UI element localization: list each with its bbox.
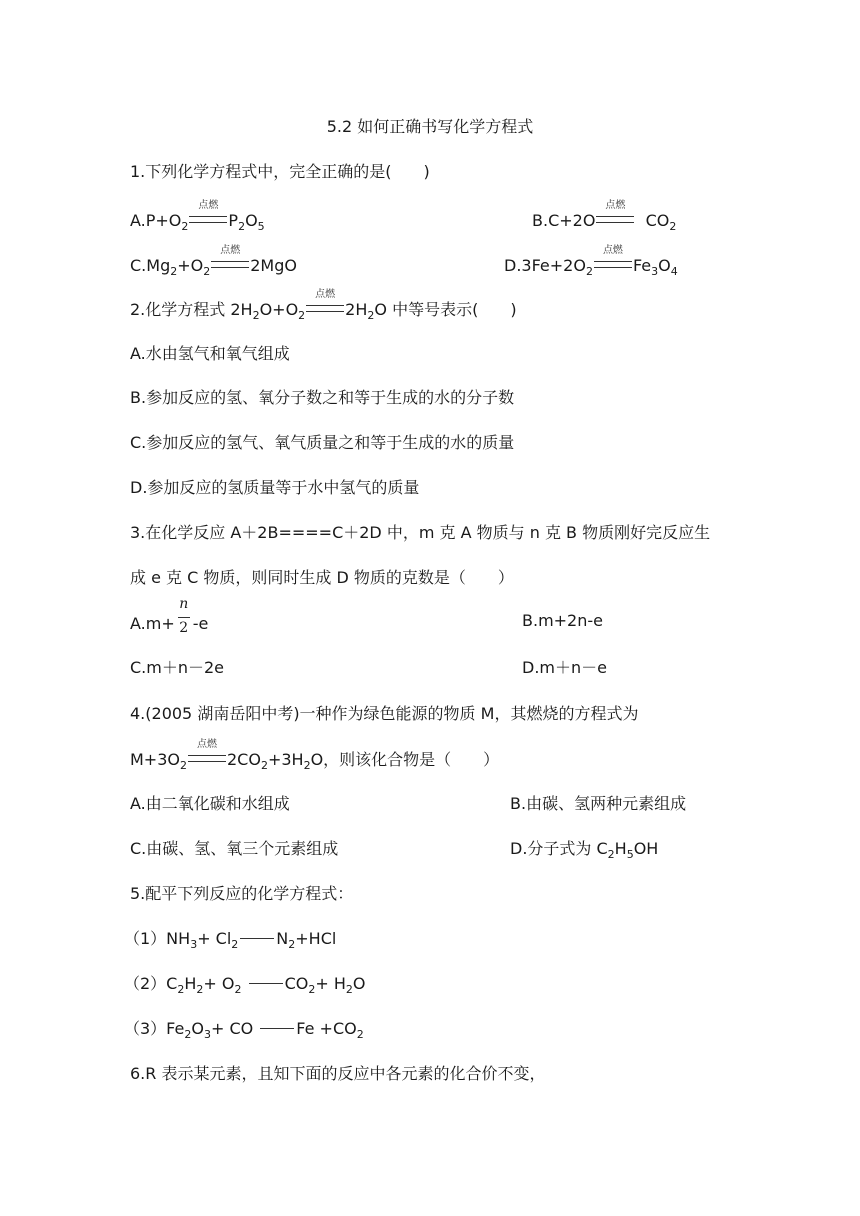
q2-option-d[interactable]: D.参加反应的氢质量等于水中氢气的质量 xyxy=(130,478,420,497)
q3-stem-line2: 成 e 克 C 物质，则同时生成 D 物质的克数是（ ） xyxy=(130,568,514,587)
ignite-equals-sign: 点燃 xyxy=(211,258,249,274)
q3-option-c[interactable]: C.m＋n－2e xyxy=(130,658,225,677)
q4-stem-line1: 4.(2005 湖南岳阳中考)一种作为绿色能源的物质 M，其燃烧的方程式为 xyxy=(130,704,639,723)
q4-option-c[interactable]: C.由碳、氢、氧三个元素组成 xyxy=(130,839,339,858)
q6-stem: 6.R 表示某元素，且知下面的反应中各元素的化合价不变， xyxy=(130,1064,546,1083)
q3-option-a[interactable]: A.m+ $\frac{n}{2}$ -e xyxy=(130,596,209,636)
ignite-equals-sign: 点燃 xyxy=(188,752,226,768)
q5-reaction-3: $(3)Fe_2O_3+$ CO $Fe +CO_2$ xyxy=(124,1019,364,1041)
q2-option-c[interactable]: C.参加反应的氢气、氧气质量之和等于生成的水的质量 xyxy=(130,433,515,452)
ignite-equals-sign: 点燃 xyxy=(189,213,227,229)
arrow-line xyxy=(240,938,274,939)
q4-option-a[interactable]: A.由二氧化碳和水组成 xyxy=(130,794,290,813)
q3-stem-line1: 3.在化学反应 A＋2B====C＋2D 中，m 克 A 物质与 n 克 B 物质刚好完反应生 xyxy=(130,523,711,542)
q3-option-b[interactable]: B.m+2n-e xyxy=(522,611,603,630)
q5-reaction-1: $(1)NH_3+ Cl_2$ $N_2+HCl$ xyxy=(124,929,337,951)
q1-option-b[interactable]: B.C+2O 点燃 $CO_2$ xyxy=(532,200,677,233)
q1-option-c[interactable]: $C.Mg_2+O_2$ 点燃 2MgO xyxy=(130,245,297,278)
q4-stem-line2: $M+3O_2$ 点燃 $2CO_2+3H_2O$，则该化合物是（ ） xyxy=(130,739,500,772)
ignite-equals-sign: 点燃 xyxy=(594,258,632,274)
q4-option-b[interactable]: B.由碳、氢两种元素组成 xyxy=(510,794,687,813)
q3-option-d[interactable]: D.m＋n－e xyxy=(522,658,607,677)
q5-reaction-2: $(2)C_2H_2+ O_2$ $CO_2+ H_2O$ xyxy=(124,974,366,996)
q2-option-b[interactable]: B.参加反应的氢、氧分子数之和等于生成的水的分子数 xyxy=(130,388,515,407)
ignite-equals-sign: 点燃 xyxy=(596,213,634,229)
page-title: 5.2 如何正确书写化学方程式 xyxy=(326,117,534,136)
q2-stem: 2.化学方程式 $2H_2O+O_2$ 点燃 $2H_2O$ 中等号表示( ) xyxy=(130,289,517,322)
arrow-line xyxy=(260,1028,294,1029)
q1-stem: 1.下列化学方程式中，完全正确的是( ) xyxy=(130,162,430,181)
q1-option-d[interactable]: $D.3Fe+2O_2$ 点燃 $Fe_3O_4$ xyxy=(504,245,678,278)
fraction: $\frac{n}{2}$ xyxy=(179,596,189,636)
q2-option-a[interactable]: A.水由氢气和氧气组成 xyxy=(130,344,290,363)
q5-stem: 5.配平下列反应的化学方程式： xyxy=(130,884,354,903)
q1-option-a[interactable]: $A.P+O_2$ 点燃 $P_2O_5$ xyxy=(130,200,265,233)
ignite-equals-sign: 点燃 xyxy=(306,302,344,318)
arrow-line xyxy=(249,983,283,984)
q4-option-d[interactable]: D.分子式为 $C_2H_5OH$ xyxy=(510,839,659,861)
